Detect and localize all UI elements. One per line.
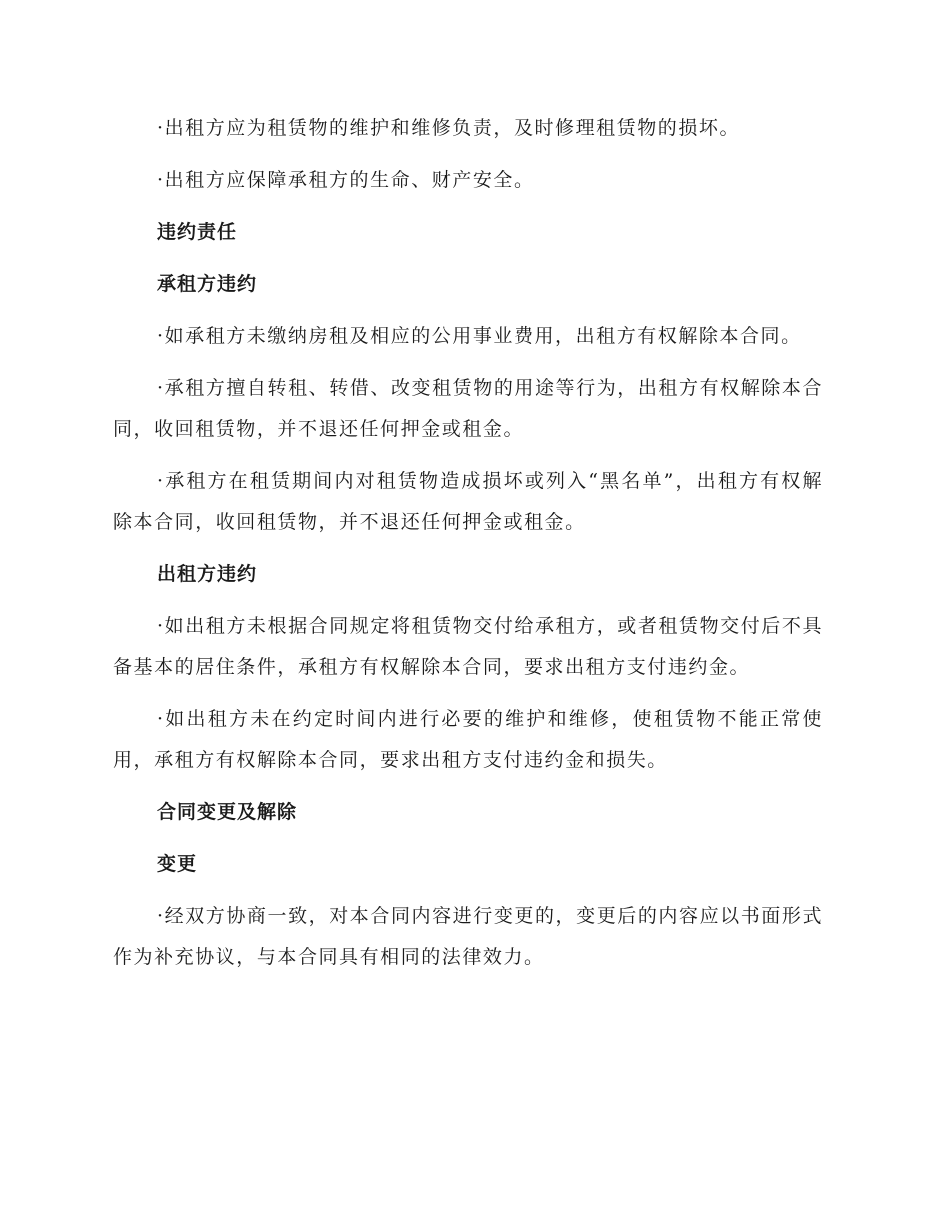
subheading-landlord-breach: 出租方违约	[157, 563, 258, 585]
clause-sublet: ·承租方擅自转租、转借、改变租赁物的用途等行为，出租方有权解除本合同，收回租赁物，并不退还任何押金或租金。	[113, 377, 823, 440]
section-heading-change-termination: 合同变更及解除	[157, 801, 298, 823]
clause-amendment: ·经双方协商一致，对本合同内容进行变更的，变更后的内容应以书面形式作为补充协议，与本合同具有相同的法律效力。	[113, 905, 823, 968]
clause-unpaid-rent: ·如承租方未缴纳房租及相应的公用事业费用，出租方有权解除本合同。	[157, 325, 802, 347]
clause-safety: ·出租方应保障承租方的生命、财产安全。	[157, 169, 535, 191]
clause-maintenance: ·出租方应为租赁物的维护和维修负责，及时修理租赁物的损坏。	[157, 117, 740, 139]
section-heading-breach: 违约责任	[157, 221, 238, 243]
clause-delivery: ·如出租方未根据合同规定将租赁物交付给承租方，或者租赁物交付后不具备基本的居住条件，承租方有权解除本合同，要求出租方支付违约金。	[113, 615, 823, 678]
subheading-change: 变更	[157, 853, 198, 875]
document-body	[113, 108, 823, 978]
subheading-tenant-breach: 承租方违约	[157, 273, 258, 295]
clause-repair-failure: ·如出租方未在约定时间内进行必要的维护和维修，使租赁物不能正常使用，承租方有权解除本合同，要求出租方支付违约金和损失。	[113, 708, 823, 771]
clause-damage-blacklist: ·承租方在租赁期间内对租赁物造成损坏或列入“黑名单”，出租方有权解除本合同，收回租赁物，并不退还任何押金或租金。	[113, 470, 823, 533]
